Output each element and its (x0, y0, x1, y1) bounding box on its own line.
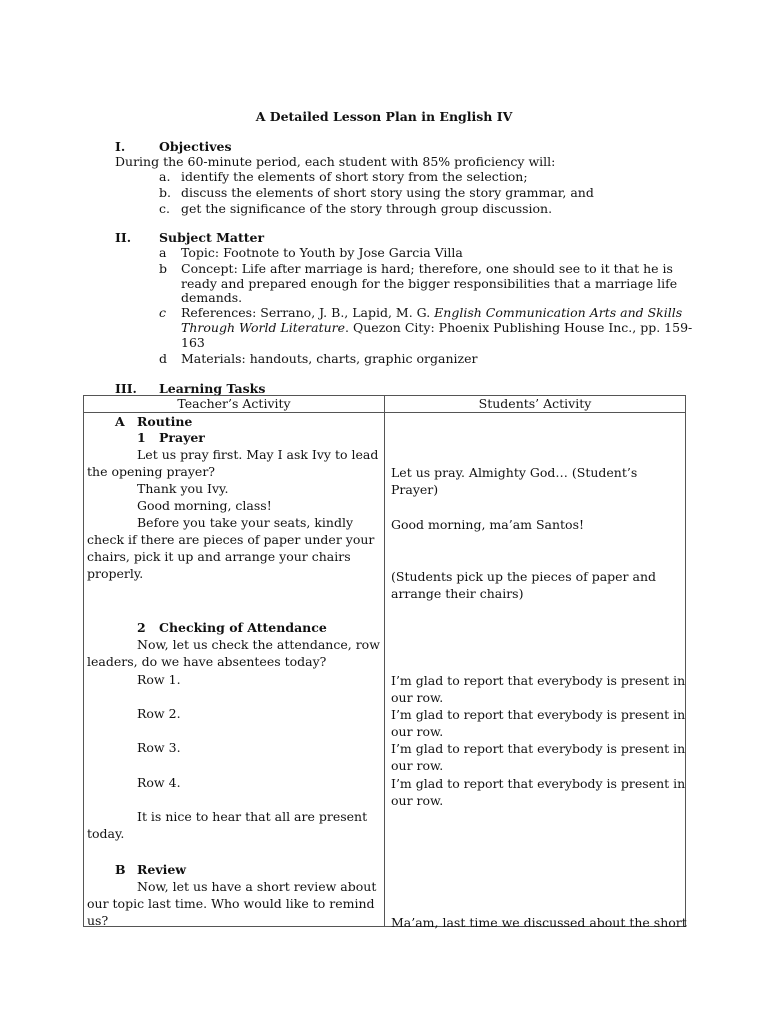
references-book-title-1: English Communication Arts and Skills (434, 305, 683, 320)
attendance-line-1: Now, let us check the attendance, row (137, 637, 380, 652)
references-publisher: . Quezon City: Phoenix Publishing House Inc., pp. 159- (345, 320, 693, 335)
subject-matter-numeral: II. (115, 230, 132, 245)
student-prayer-line-2: Prayer) (391, 482, 439, 497)
row-1-label: Row 1. (137, 672, 181, 687)
references-prefix: References: Serrano, J. B., Lapid, M. G. (181, 305, 435, 320)
objective-c: get the significance of the story through group discussion. (181, 201, 553, 216)
references-line-1 (181, 305, 682, 320)
students-activity-cell (385, 413, 687, 930)
references-marker: c (159, 305, 167, 320)
review-heading: Review (137, 862, 187, 877)
review-line-3: us? (87, 913, 109, 928)
prayer-marker: 1 (137, 430, 146, 445)
topic: Topic: Footnote to Youth by Jose Garcia Villa (181, 245, 463, 260)
prayer-line-1: Let us pray first. May I ask Ivy to lead (137, 447, 379, 462)
references-line-3: 163 (181, 335, 205, 350)
table-body-row (84, 413, 686, 927)
concept-line-3: demands. (181, 290, 243, 305)
page-title: A Detailed Lesson Plan in English IV (255, 109, 513, 124)
row-4-report-line-2: our row. (391, 793, 444, 808)
review-line-2: our topic last time. Who would like to remind (87, 896, 375, 911)
objective-b: discuss the elements of short story using the story grammar, and (181, 185, 594, 200)
routine-heading: Routine (137, 414, 193, 429)
table-header-row (84, 396, 686, 413)
routine-marker: A (115, 414, 125, 429)
prayer-line-3: Thank you Ivy. (137, 481, 229, 496)
students-activity-header: Students’ Activity (385, 396, 686, 413)
row-3-label: Row 3. (137, 740, 181, 755)
prayer-line-6: check if there are pieces of paper under your (87, 532, 375, 547)
learning-tasks-heading: Learning Tasks (159, 381, 266, 396)
objectives-intro: During the 60-minute period, each student with 85% proficiency will: (115, 154, 556, 169)
prayer-line-8: properly. (87, 566, 144, 581)
topic-marker: a (159, 245, 167, 260)
row-3-report-line-1: I’m glad to report that everybody is present in (391, 741, 686, 756)
row-1-report-line-1: I’m glad to report that everybody is present in (391, 673, 686, 688)
materials: Materials: handouts, charts, graphic organizer (181, 351, 478, 366)
concept-marker: b (159, 261, 168, 276)
concept-line-2: ready and prepared enough for the bigger responsibilities that a marriage life (181, 276, 678, 291)
objective-a: identify the elements of short story from the selection; (181, 169, 528, 184)
objective-c-marker: c. (159, 201, 170, 216)
learning-tasks-table (83, 395, 687, 930)
prayer-heading: Prayer (159, 430, 205, 445)
attendance-heading: Checking of Attendance (159, 620, 327, 635)
nice-line-1: It is nice to hear that all are present (137, 809, 368, 824)
objective-a-marker: a. (159, 169, 171, 184)
prayer-line-7: chairs, pick it up and arrange your chairs (87, 549, 351, 564)
student-pickup-line-2: arrange their chairs) (391, 586, 524, 601)
teacher-activity-cell (84, 413, 385, 927)
teacher-activity-header: Teacher’s Activity (84, 396, 385, 413)
nice-line-2: today. (87, 826, 125, 841)
concept-line-1: Concept: Life after marriage is hard; therefore, one should see to it that he is (181, 261, 673, 276)
row-2-report-line-2: our row. (391, 724, 444, 739)
references-line-2 (181, 320, 692, 335)
row-3-report-line-2: our row. (391, 758, 444, 773)
learning-tasks-numeral: III. (115, 381, 137, 396)
row-1-report-line-2: our row. (391, 690, 444, 705)
attendance-line-2: leaders, do we have absentees today? (87, 654, 327, 669)
student-review-answer: Ma’am, last time we discussed about the short (391, 915, 687, 930)
prayer-line-4: Good morning, class! (137, 498, 272, 513)
student-prayer-line-1: Let us pray. Almighty God… (Student’s (391, 465, 638, 480)
student-greeting: Good morning, ma’am Santos! (391, 517, 585, 532)
prayer-line-2: the opening prayer? (87, 464, 216, 479)
objectives-numeral: I. (115, 139, 126, 154)
student-pickup-line-1: (Students pick up the pieces of paper and (391, 569, 657, 584)
subject-matter-heading: Subject Matter (159, 230, 265, 245)
row-4-report-line-1: I’m glad to report that everybody is present in (391, 776, 686, 791)
row-2-label: Row 2. (137, 706, 181, 721)
review-line-1: Now, let us have a short review about (137, 879, 377, 894)
materials-marker: d (159, 351, 168, 366)
attendance-marker: 2 (137, 620, 146, 635)
prayer-line-5: Before you take your seats, kindly (137, 515, 354, 530)
objective-b-marker: b. (159, 185, 171, 200)
row-4-label: Row 4. (137, 775, 181, 790)
references-book-title-2: Through World Literature (181, 320, 346, 335)
objectives-heading: Objectives (159, 139, 232, 154)
row-2-report-line-1: I’m glad to report that everybody is present in (391, 707, 686, 722)
review-marker: B (115, 862, 126, 877)
